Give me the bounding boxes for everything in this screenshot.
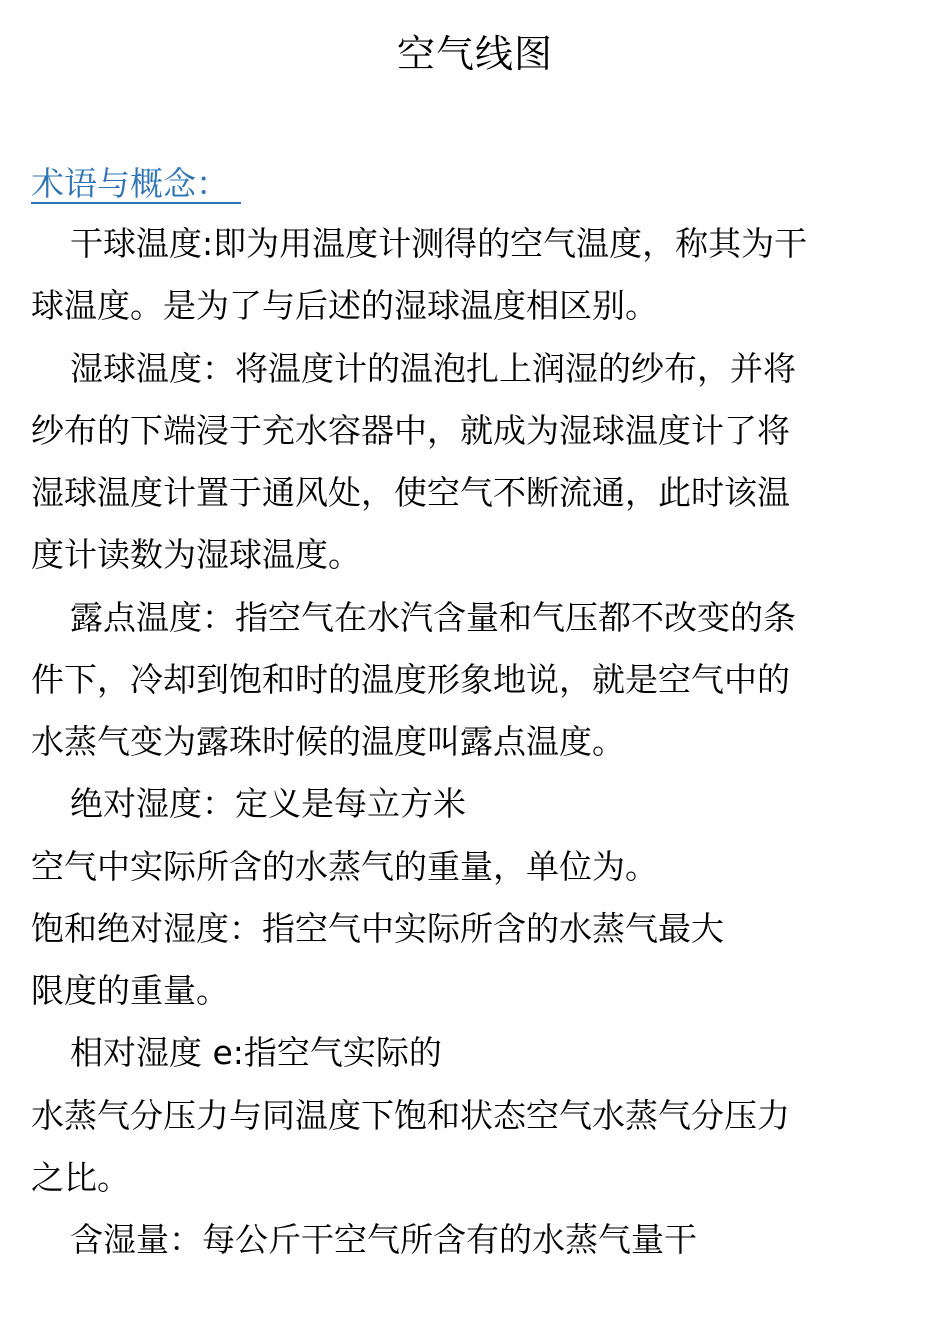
paragraph-line: 湿球温度：将温度计的温泡扎上润湿的纱布，并将 (70, 349, 796, 388)
paragraph-line: 限度的重量。 (31, 971, 229, 1010)
section-heading-terms: 术语与概念： (31, 158, 241, 204)
paragraph-line: 水蒸气分压力与同温度下饱和状态空气水蒸气分压力 (31, 1096, 790, 1135)
paragraph-line: 件下，冷却到饱和时的温度形象地说，就是空气中的 (31, 660, 790, 699)
document-title: 空气线图 (396, 32, 553, 76)
paragraph-line: 球温度。是为了与后述的湿球温度相区别。 (31, 286, 658, 325)
paragraph-line: 之比。 (31, 1158, 130, 1197)
paragraph-line: 绝对湿度：定义是每立方米 (70, 784, 466, 823)
paragraph-line: 饱和绝对湿度：指空气中实际所含的水蒸气最大 (31, 909, 724, 948)
paragraph-line: 水蒸气变为露珠时候的温度叫露点温度。 (31, 722, 625, 761)
paragraph-line: 湿球温度计置于通风处，使空气不断流通，此时该温 (31, 473, 790, 512)
paragraph-line: 度计读数为湿球温度。 (31, 535, 361, 574)
paragraph-line: 含湿量：每公斤干空气所含有的水蒸气量干 (70, 1220, 697, 1259)
paragraph-line: 空气中实际所含的水蒸气的重量，单位为。 (31, 847, 658, 886)
paragraph-line: 纱布的下端浸于充水容器中，就成为湿球温度计了将 (31, 411, 790, 450)
paragraph-line: 露点温度：指空气在水汽含量和气压都不改变的条 (70, 598, 796, 637)
paragraph-line: 相对湿度 e:指空气实际的 (70, 1033, 442, 1072)
paragraph-line: 干球温度:即为用温度计测得的空气温度，称其为干 (70, 224, 808, 263)
